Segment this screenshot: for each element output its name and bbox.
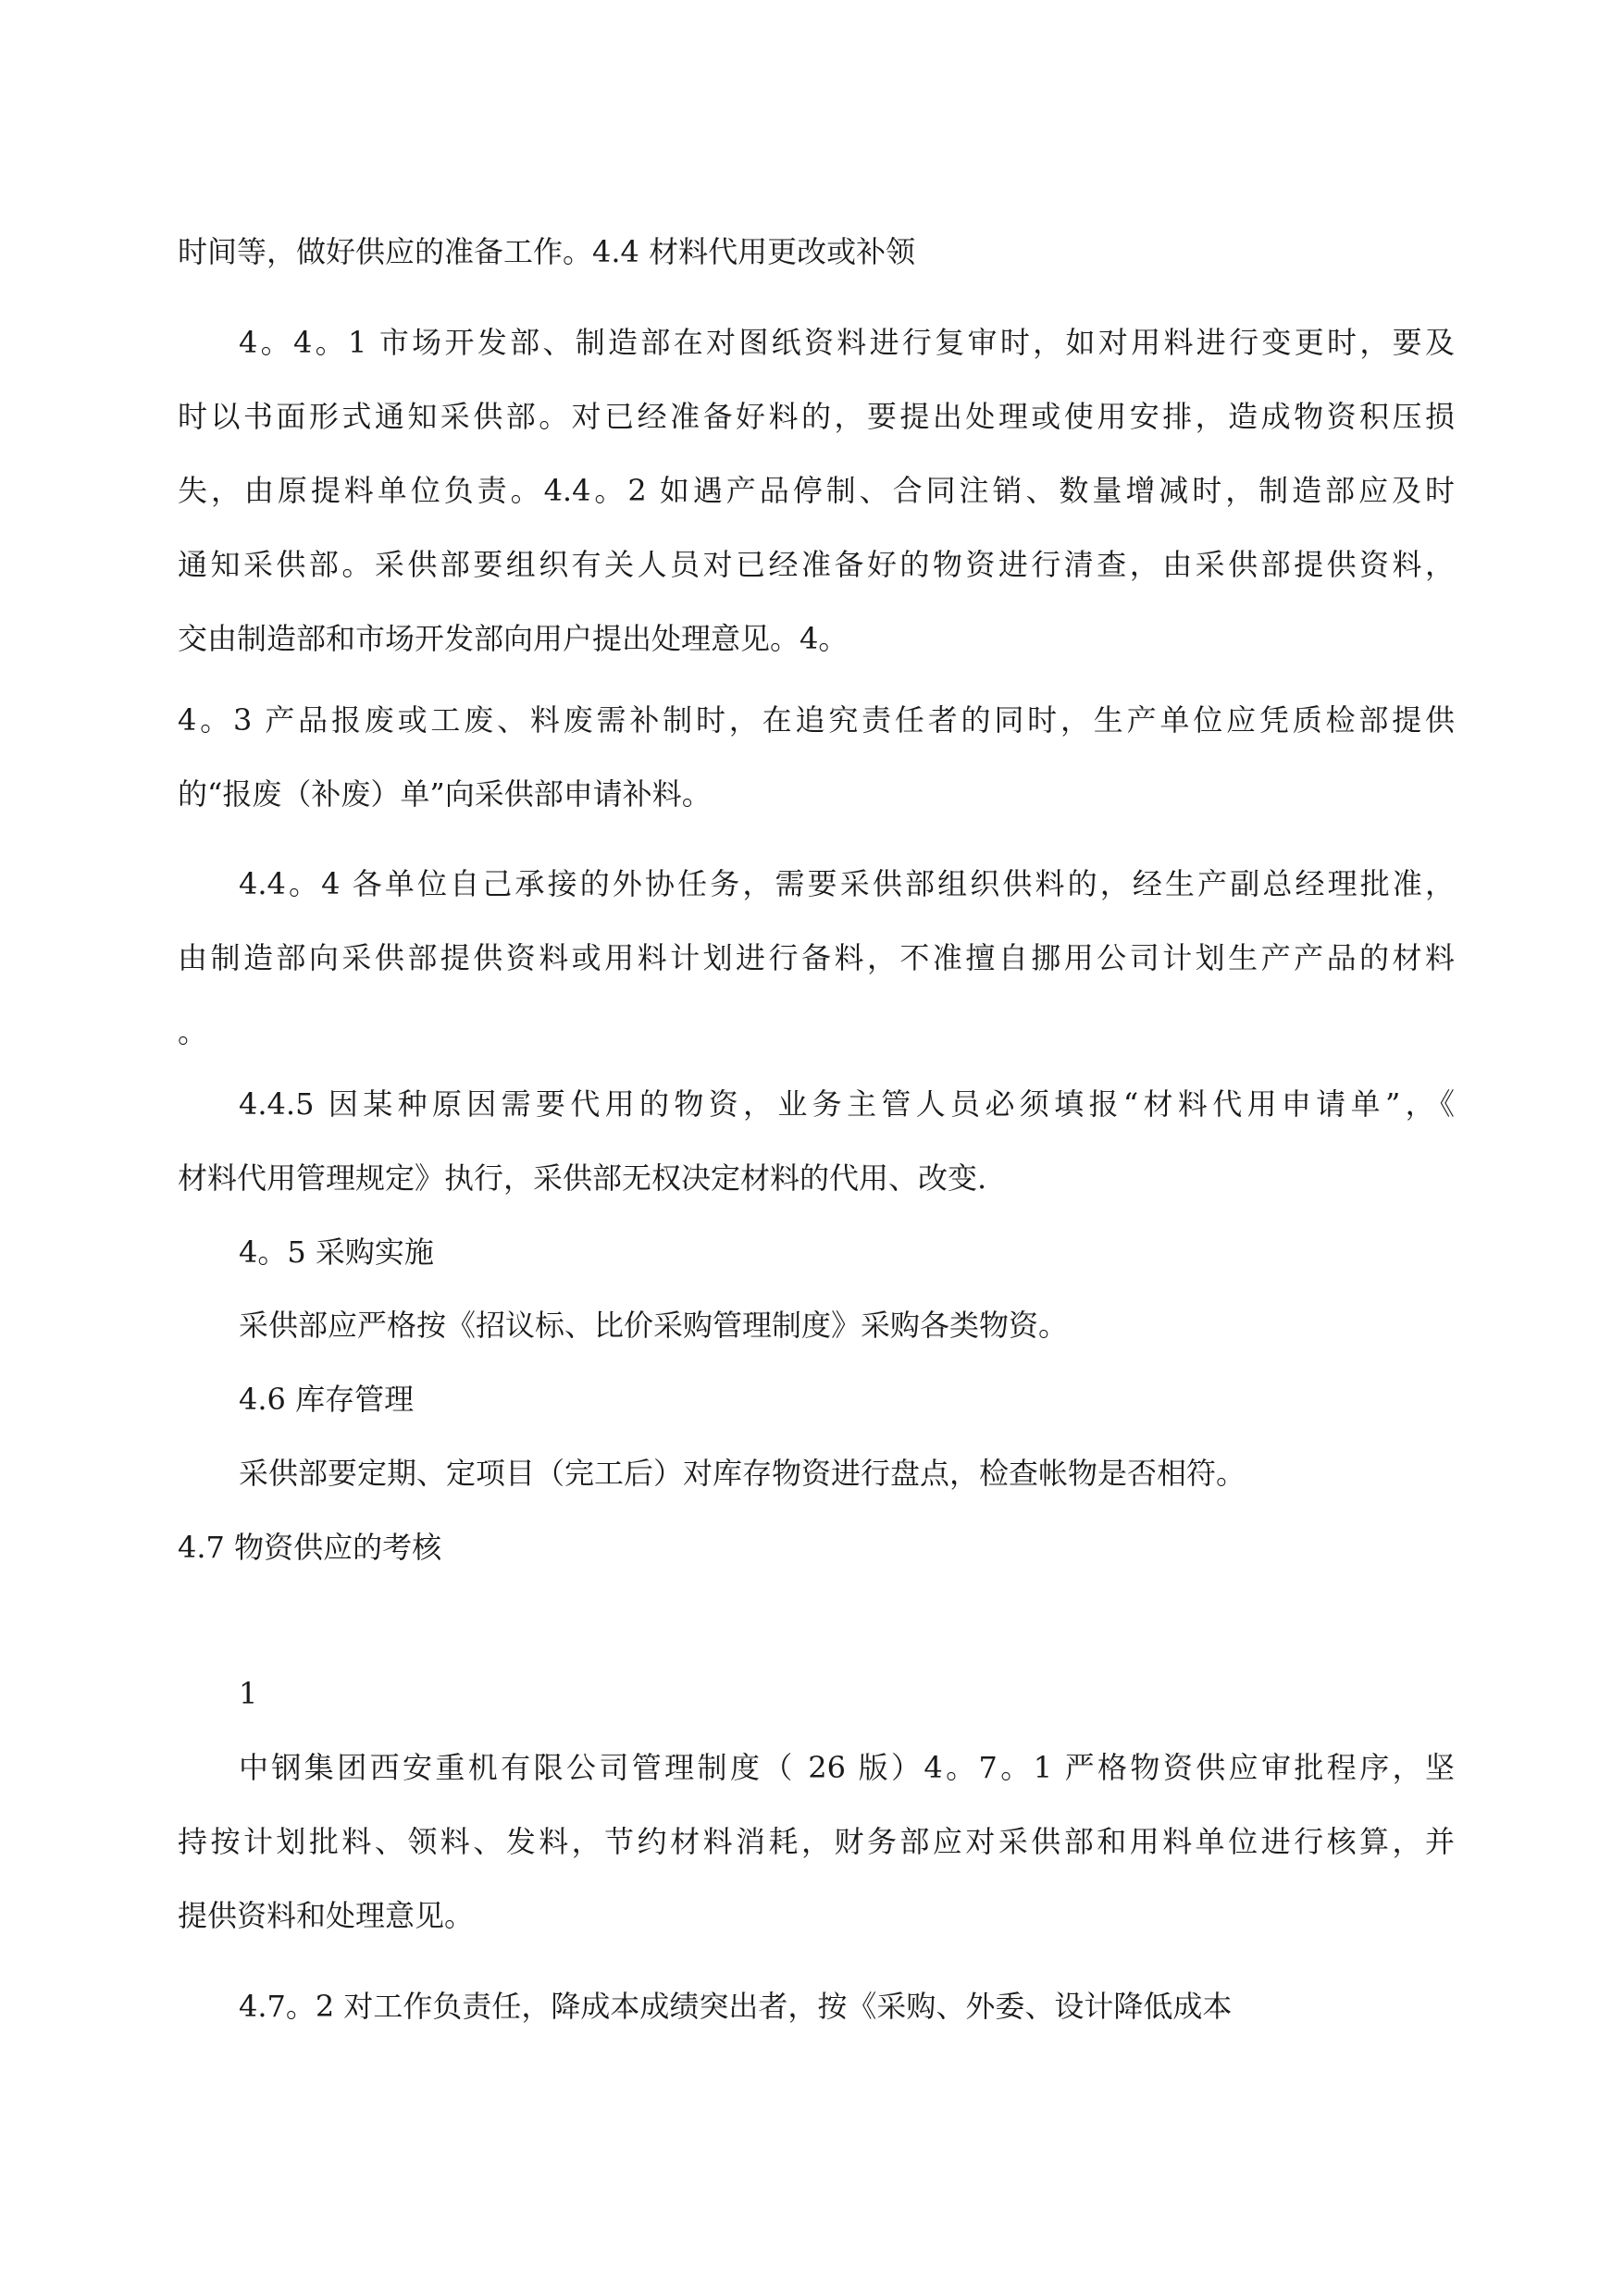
paragraph-4-7-1-line-2: 持按计划批料、领料、发料，节约材料消耗，财务部应对采供部和用料单位进行核算，并 [178,1824,1455,1859]
paragraph-4-4-5-line-2: 材料代用管理规定》执行，采供部无权决定材料的代用、改变. [178,1160,987,1196]
paragraph-4-4-4-line-3: 。 [178,1014,208,1049]
paragraph-4-4-1-line-1: 4。4。1 市场开发部、制造部在对图纸资料进行复审时，如对用料进行变更时，要及 [239,325,1455,360]
paragraph-4-4-2-line-3: 交由制造部和市场开发部向用户提出处理意见。4。 [178,621,849,656]
paragraph-4-4-4-line-1: 4.4。4 各单位自己承接的外协任务，需要采供部组织供料的，经生产副总经理批准， [239,866,1455,901]
heading-4-6: 4.6 库存管理 [239,1382,415,1417]
paragraph-4-7-2-line-1: 4.7。2 对工作负责任，降成本成绩突出者，按《采购、外委、设计降低成本 [239,1989,1233,2024]
paragraph-4-3-line-1: 4。3 产品报废或工废、料废需补制时，在追究责任者的同时，生产单位应凭质检部提供 [178,702,1455,738]
paragraph-4-4-5-line-1: 4.4.5 因某种原因需要代用的物资，业务主管人员必须填报“材料代用申请单”，《 [239,1086,1455,1122]
paragraph-4-4-4-line-2: 由制造部向采供部提供资料或用料计划进行备料，不准擅自挪用公司计划生产产品的材料 [178,940,1455,975]
text-line-1: 时间等，做好供应的准备工作。4.4 材料代用更改或补领 [178,234,916,269]
paragraph-4-7-1-line-1: 中钢集团西安重机有限公司管理制度（ 26 版）4。7。1 严格物资供应审批程序，坚 [239,1750,1455,1785]
paragraph-4-4-2-line-2: 通知采供部。采供部要组织有关人员对已经准备好的物资进行清查，由采供部提供资料， [178,547,1455,582]
paragraph-4-4-2-line-1: 失，由原提料单位负责。4.4。2 如遇产品停制、合同注销、数量增减时，制造部应及时 [178,473,1455,508]
paragraph-4-5-body: 采供部应严格按《招议标、比价采购管理制度》采购各类物资。 [239,1308,1069,1343]
page-number: 1 [239,1676,258,1711]
paragraph-4-4-1-line-2: 时以书面形式通知采供部。对已经准备好料的，要提出处理或使用安排，造成物资积压损 [178,399,1455,434]
heading-4-5: 4。5 采购实施 [239,1234,434,1270]
heading-4-7: 4.7 物资供应的考核 [178,1530,442,1565]
paragraph-4-7-1-line-3: 提供资料和处理意见。 [178,1898,475,1933]
paragraph-4-3-line-2: 的“报废（补废）单”向采供部申请补料。 [178,776,712,812]
paragraph-4-6-body: 采供部要定期、定项目（完工后）对库存物资进行盘点，检查帐物是否相符。 [239,1456,1246,1491]
